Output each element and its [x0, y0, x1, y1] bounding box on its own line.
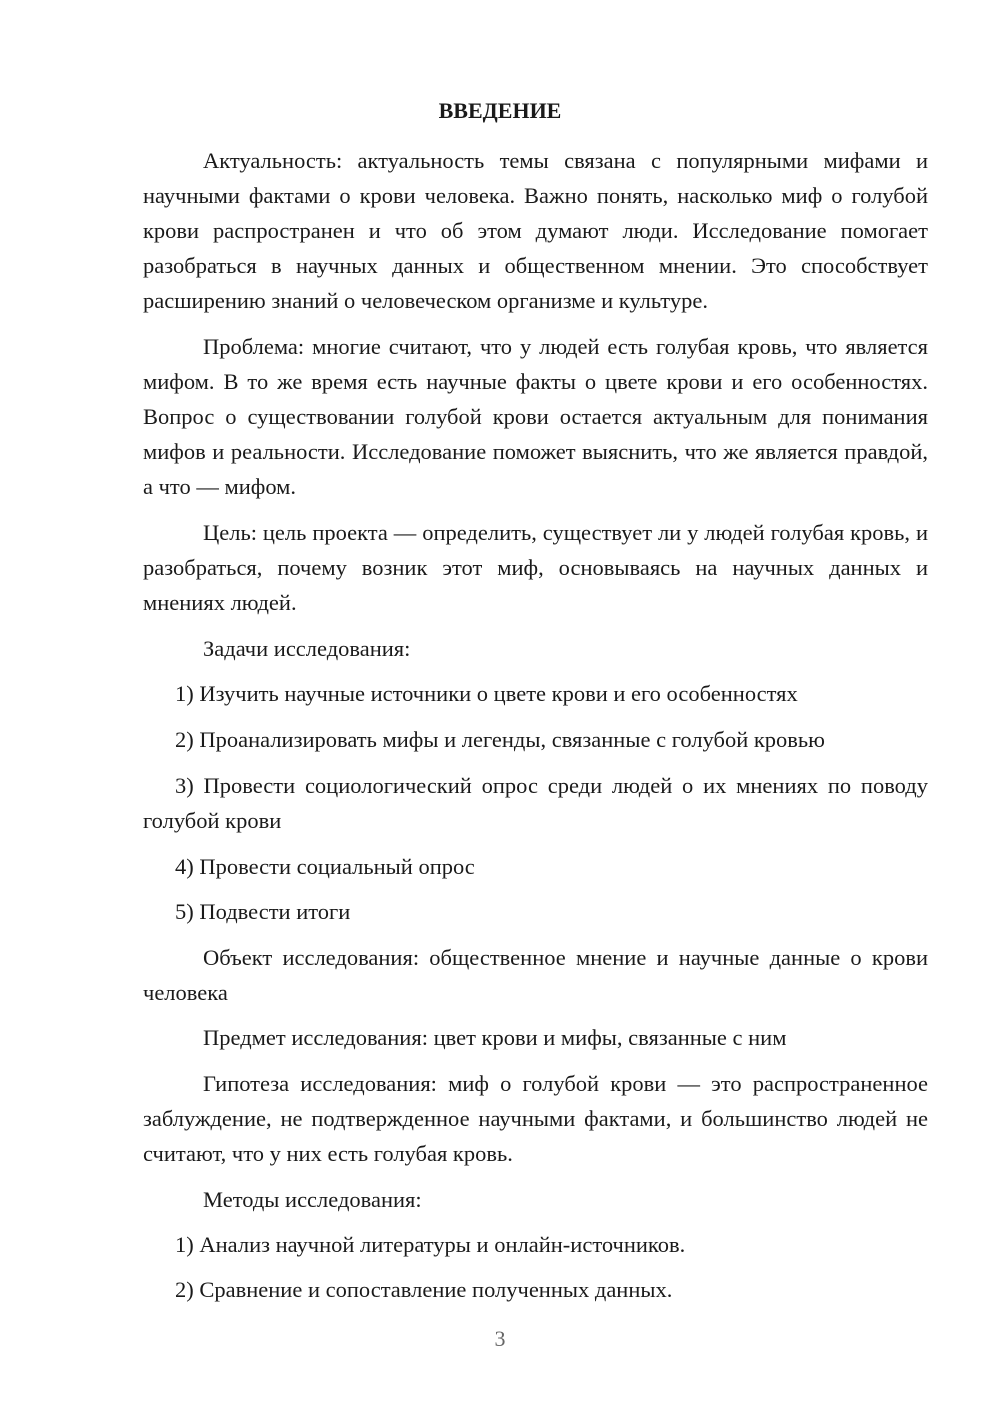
methods-heading: Методы исследования:	[203, 1187, 422, 1212]
hypothesis-paragraph: Гипотеза исследования: миф о голубой крови — это распространенное заблуждение, не подтвержденное научными фактами, и большинство людей не считают, что у них есть голубая кровь.	[143, 1071, 928, 1166]
task-item: 2) Проанализировать мифы и легенды, связанные с голубой кровью	[175, 727, 825, 752]
task-item: 4) Провести социальный опрос	[175, 854, 475, 879]
method-item: 1) Анализ научной литературы и онлайн-источников.	[175, 1232, 686, 1257]
goal-paragraph: Цель: цель проекта — определить, существует ли у людей голубая кровь, и разобраться, почему возник этот миф, основываясь на научных данных и мнениях людей.	[143, 520, 928, 615]
relevance-paragraph: Актуальность: актуальность темы связана с популярными мифами и научными фактами о крови человека. Важно понять, насколько миф о голубой крови распространен и что об этом думают люди. Исследование помогает разобраться в научных данных и общественном мнении. Это способствует расширению знаний о человеческом организме и культуре.	[143, 148, 928, 313]
problem-paragraph: Проблема: многие считают, что у людей есть голубая кровь, что является мифом. В то же время есть научные факты о цвете крови и его особенностях. Вопрос о существовании голубой крови остается актуальным для понимания мифов и реальности. Исследование поможет выяснить, что же является правдой, а что — мифом.	[143, 334, 928, 499]
subject-paragraph: Предмет исследования: цвет крови и мифы, связанные с ним	[203, 1025, 787, 1050]
task-item: 1) Изучить научные источники о цвете крови и его особенностях	[175, 681, 798, 706]
object-paragraph: Объект исследования: общественное мнение и научные данные о крови человека	[143, 945, 928, 1005]
section-title: ВВЕДЕНИЕ	[438, 98, 562, 123]
task-item: 5) Подвести итоги	[175, 899, 351, 924]
task-item: 3) Провести социологический опрос среди людей о их мнениях по поводу голубой крови	[143, 773, 928, 833]
tasks-heading: Задачи исследования:	[203, 636, 411, 661]
method-item: 2) Сравнение и сопоставление полученных данных.	[175, 1277, 673, 1302]
page-number: 3	[494, 1326, 506, 1351]
